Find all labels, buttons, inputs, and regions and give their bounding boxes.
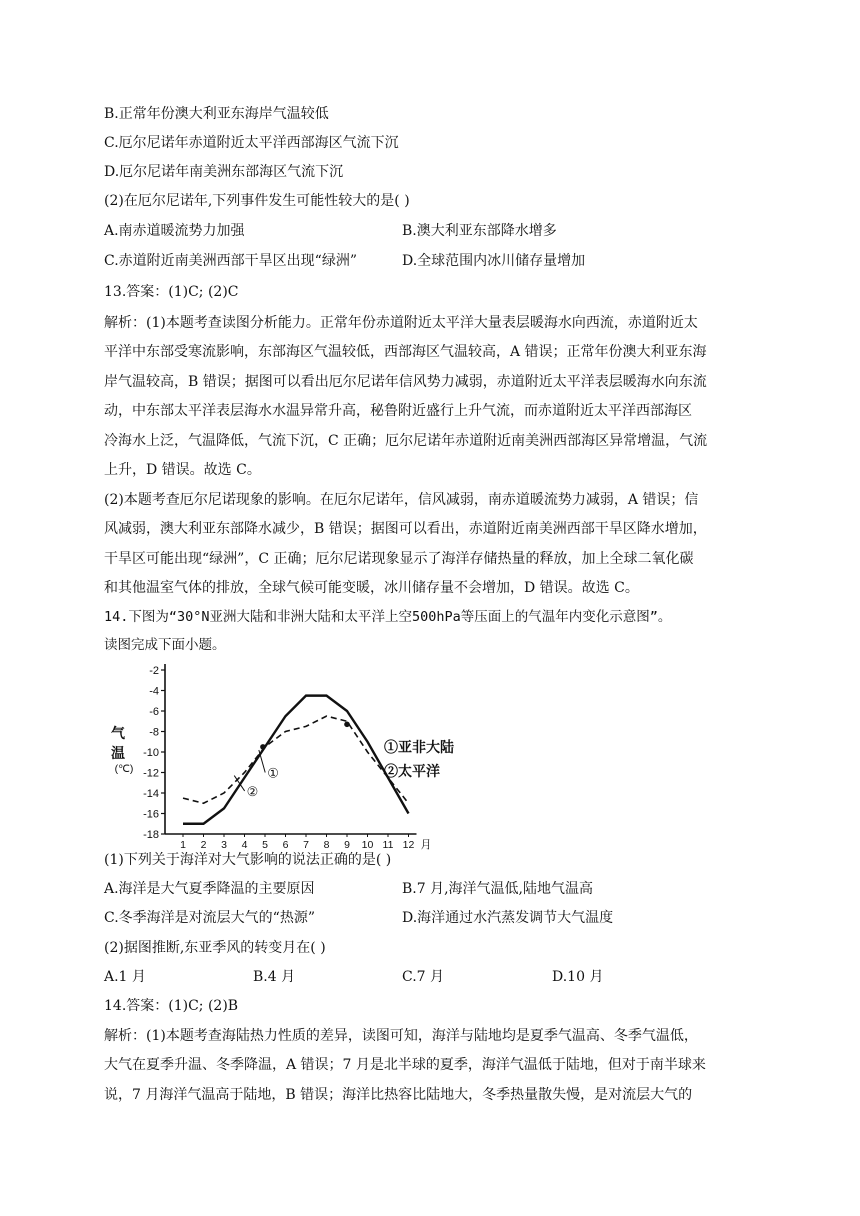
y-tick-label: -16 bbox=[143, 808, 159, 821]
q14-analysis bbox=[104, 1022, 754, 1110]
x-tick-label: 10 bbox=[361, 839, 374, 851]
q14-sub2-option-d: D.10 月 bbox=[552, 969, 604, 985]
q13-analysis-part1 bbox=[104, 309, 754, 485]
legend-entry: ②太平洋 bbox=[384, 763, 440, 779]
analysis-line: 解析：(1)本题考查读图分析能力。正常年份赤道附近太平洋大量表层暖海水向西流，赤道附近太 bbox=[104, 315, 698, 331]
analysis-line: 冷海水上泛，气温降低，气流下沉，C 正确；厄尔尼诺年赤道附近南美洲西部海区异常增温，气流 bbox=[104, 432, 708, 449]
q12-sub2-options-row1 bbox=[104, 221, 764, 241]
q12-option-c: C.厄尔尼诺年赤道附近太平洋西部海区气流下沉 bbox=[104, 135, 399, 151]
y-tick-label: -4 bbox=[149, 685, 159, 698]
x-tick-label: 8 bbox=[323, 839, 330, 851]
y-axis-label-char: 温 bbox=[111, 745, 125, 761]
q14-sub1-option-c: C.冬季海洋是对流层大气的“热源” bbox=[104, 910, 315, 926]
q14-stem-line1: 14.下图为“30°N亚洲大陆和非洲大陆和太平洋上空500hPa等压面上的气温年内变化示意图”。 bbox=[104, 609, 672, 625]
q14-sub2-option-c: C.7 月 bbox=[402, 969, 445, 985]
q14-sub2-stem: (2)据图推断,东亚季风的转变月在( ) bbox=[104, 940, 326, 956]
q14-sub2-options bbox=[104, 967, 764, 987]
analysis-line: 大气在夏季升温、冬季降温，A 错误；7 月是北半球的夏季，海洋气温低于陆地，但对于南半球来 bbox=[104, 1057, 706, 1074]
x-tick-label: 2 bbox=[200, 839, 207, 851]
series-line-pacific bbox=[183, 716, 409, 803]
x-tick-label: 6 bbox=[282, 839, 289, 851]
analysis-line: 解析：(1)本题考查海陆热力性质的差异，读图可知，海洋与陆地均是夏季气温高、冬季气温低， bbox=[104, 1028, 698, 1044]
temperature-chart bbox=[102, 656, 454, 851]
q14-sub1-option-a: A.海洋是大气夏季降温的主要原因 bbox=[104, 881, 315, 897]
q14-sub1-option-d: D.海洋通过水汽蒸发调节大气温度 bbox=[402, 910, 614, 926]
q14-stem-line2: 读图完成下面小题。 bbox=[104, 637, 226, 653]
analysis-line: 动，中东部太平洋表层海水水温异常升高，秘鲁附近盛行上升气流，而赤道附近太平洋西部海区 bbox=[104, 403, 692, 420]
q13-answer: 13.答案：(1)C; (2)C bbox=[104, 284, 239, 300]
q12-sub2-option-c: C.赤道附近南美洲西部干旱区出现“绿洲” bbox=[104, 253, 357, 269]
q12-sub2-options-row2 bbox=[104, 251, 764, 271]
y-tick-label: -10 bbox=[143, 747, 159, 759]
analysis-line: 风减弱，澳大利亚东部降水减少，B 错误；据图可以看出，赤道附近南美洲西部干旱区降水增加， bbox=[104, 521, 707, 538]
series-label-1: ① bbox=[267, 765, 279, 781]
q14-sub1-option-b: B.7 月,海洋气温低,陆地气温高 bbox=[402, 881, 593, 897]
x-tick-label: 1 bbox=[180, 839, 186, 851]
q12-option-d: D.厄尔尼诺年南美洲东部海区气流下沉 bbox=[104, 164, 344, 180]
x-tick-label: 4 bbox=[241, 839, 248, 851]
analysis-line: (2)本题考查厄尔尼诺现象的影响。在厄尔尼诺年，信风减弱，南赤道暖流势力减弱，A 错误；信 bbox=[104, 492, 699, 508]
analysis-line: 岸气温较高，B 错误；据图可以看出厄尔尼诺年信风势力减弱，赤道附近太平洋表层暖海水向东流 bbox=[104, 373, 707, 390]
y-tick-label: -14 bbox=[143, 788, 159, 800]
analysis-line: 干旱区可能出现“绿洲”，C 正确；厄尔尼诺现象显示了海洋存储热量的释放，加上全球二氧化碳 bbox=[104, 550, 694, 567]
y-tick-label: -8 bbox=[149, 726, 159, 739]
q14-answer: 14.答案：(1)C; (2)B bbox=[104, 998, 239, 1014]
q12-sub2-option-a: A.南赤道暖流势力加强 bbox=[104, 223, 245, 239]
analysis-line: 上升，D 错误。故选 C。 bbox=[104, 462, 261, 479]
y-tick-label: -12 bbox=[143, 767, 159, 780]
series-line-asia-africa bbox=[183, 696, 409, 824]
y-tick-label: -6 bbox=[149, 706, 159, 718]
q14-sub2-option-a: A.1 月 bbox=[104, 969, 146, 985]
x-tick-label: 11 bbox=[382, 839, 394, 851]
x-tick-label: 3 bbox=[221, 839, 227, 851]
x-tick-label: 12 bbox=[402, 839, 415, 851]
y-axis-label-char: 气 bbox=[111, 725, 125, 741]
x-tick-label: 7 bbox=[303, 839, 309, 851]
q12-sub2-option-b: B.澳大利亚东部降水增多 bbox=[402, 223, 557, 239]
q13-analysis-part2 bbox=[104, 486, 754, 604]
q14-sub1-options-row2 bbox=[104, 908, 764, 928]
y-tick-label: -2 bbox=[149, 665, 159, 677]
analysis-line: 平洋中东部受寒流影响，东部海区气温较低，西部海区气温较高，A 错误；正常年份澳大利亚东海 bbox=[104, 344, 707, 361]
intersection-dot bbox=[260, 744, 266, 750]
q14-sub1-options-row1 bbox=[104, 879, 764, 899]
intersection-dot bbox=[344, 722, 350, 728]
q12-option-b: B.正常年份澳大利亚东海岸气温较低 bbox=[104, 106, 329, 122]
q14-sub1-stem: (1)下列关于海洋对大气影响的说法正确的是( ) bbox=[104, 852, 392, 868]
x-tick-label: 9 bbox=[344, 839, 350, 851]
analysis-line: 说，7 月海洋气温高于陆地，B 错误；海洋比热容比陆地大，冬季热量散失慢，是对流层大气的 bbox=[104, 1086, 693, 1103]
x-tick-label: 5 bbox=[262, 839, 268, 851]
analysis-line: 和其他温室气体的排放，全球气候可能变暖，冰川储存量不会增加，D 错误。故选 C。 bbox=[104, 580, 639, 597]
legend-entry: ①亚非大陆 bbox=[384, 739, 454, 755]
q14-sub2-option-b: B.4 月 bbox=[253, 969, 296, 985]
q12-sub2-stem: (2)在厄尔尼诺年,下列事件发生可能性较大的是( ) bbox=[104, 193, 410, 209]
y-axis-unit: (℃) bbox=[114, 763, 134, 775]
q12-sub2-option-d: D.全球范围内冰川储存量增加 bbox=[402, 253, 586, 269]
x-unit-label: 月 bbox=[420, 839, 432, 851]
y-tick-label: -18 bbox=[143, 829, 159, 841]
series-label-2: ② bbox=[246, 783, 259, 799]
